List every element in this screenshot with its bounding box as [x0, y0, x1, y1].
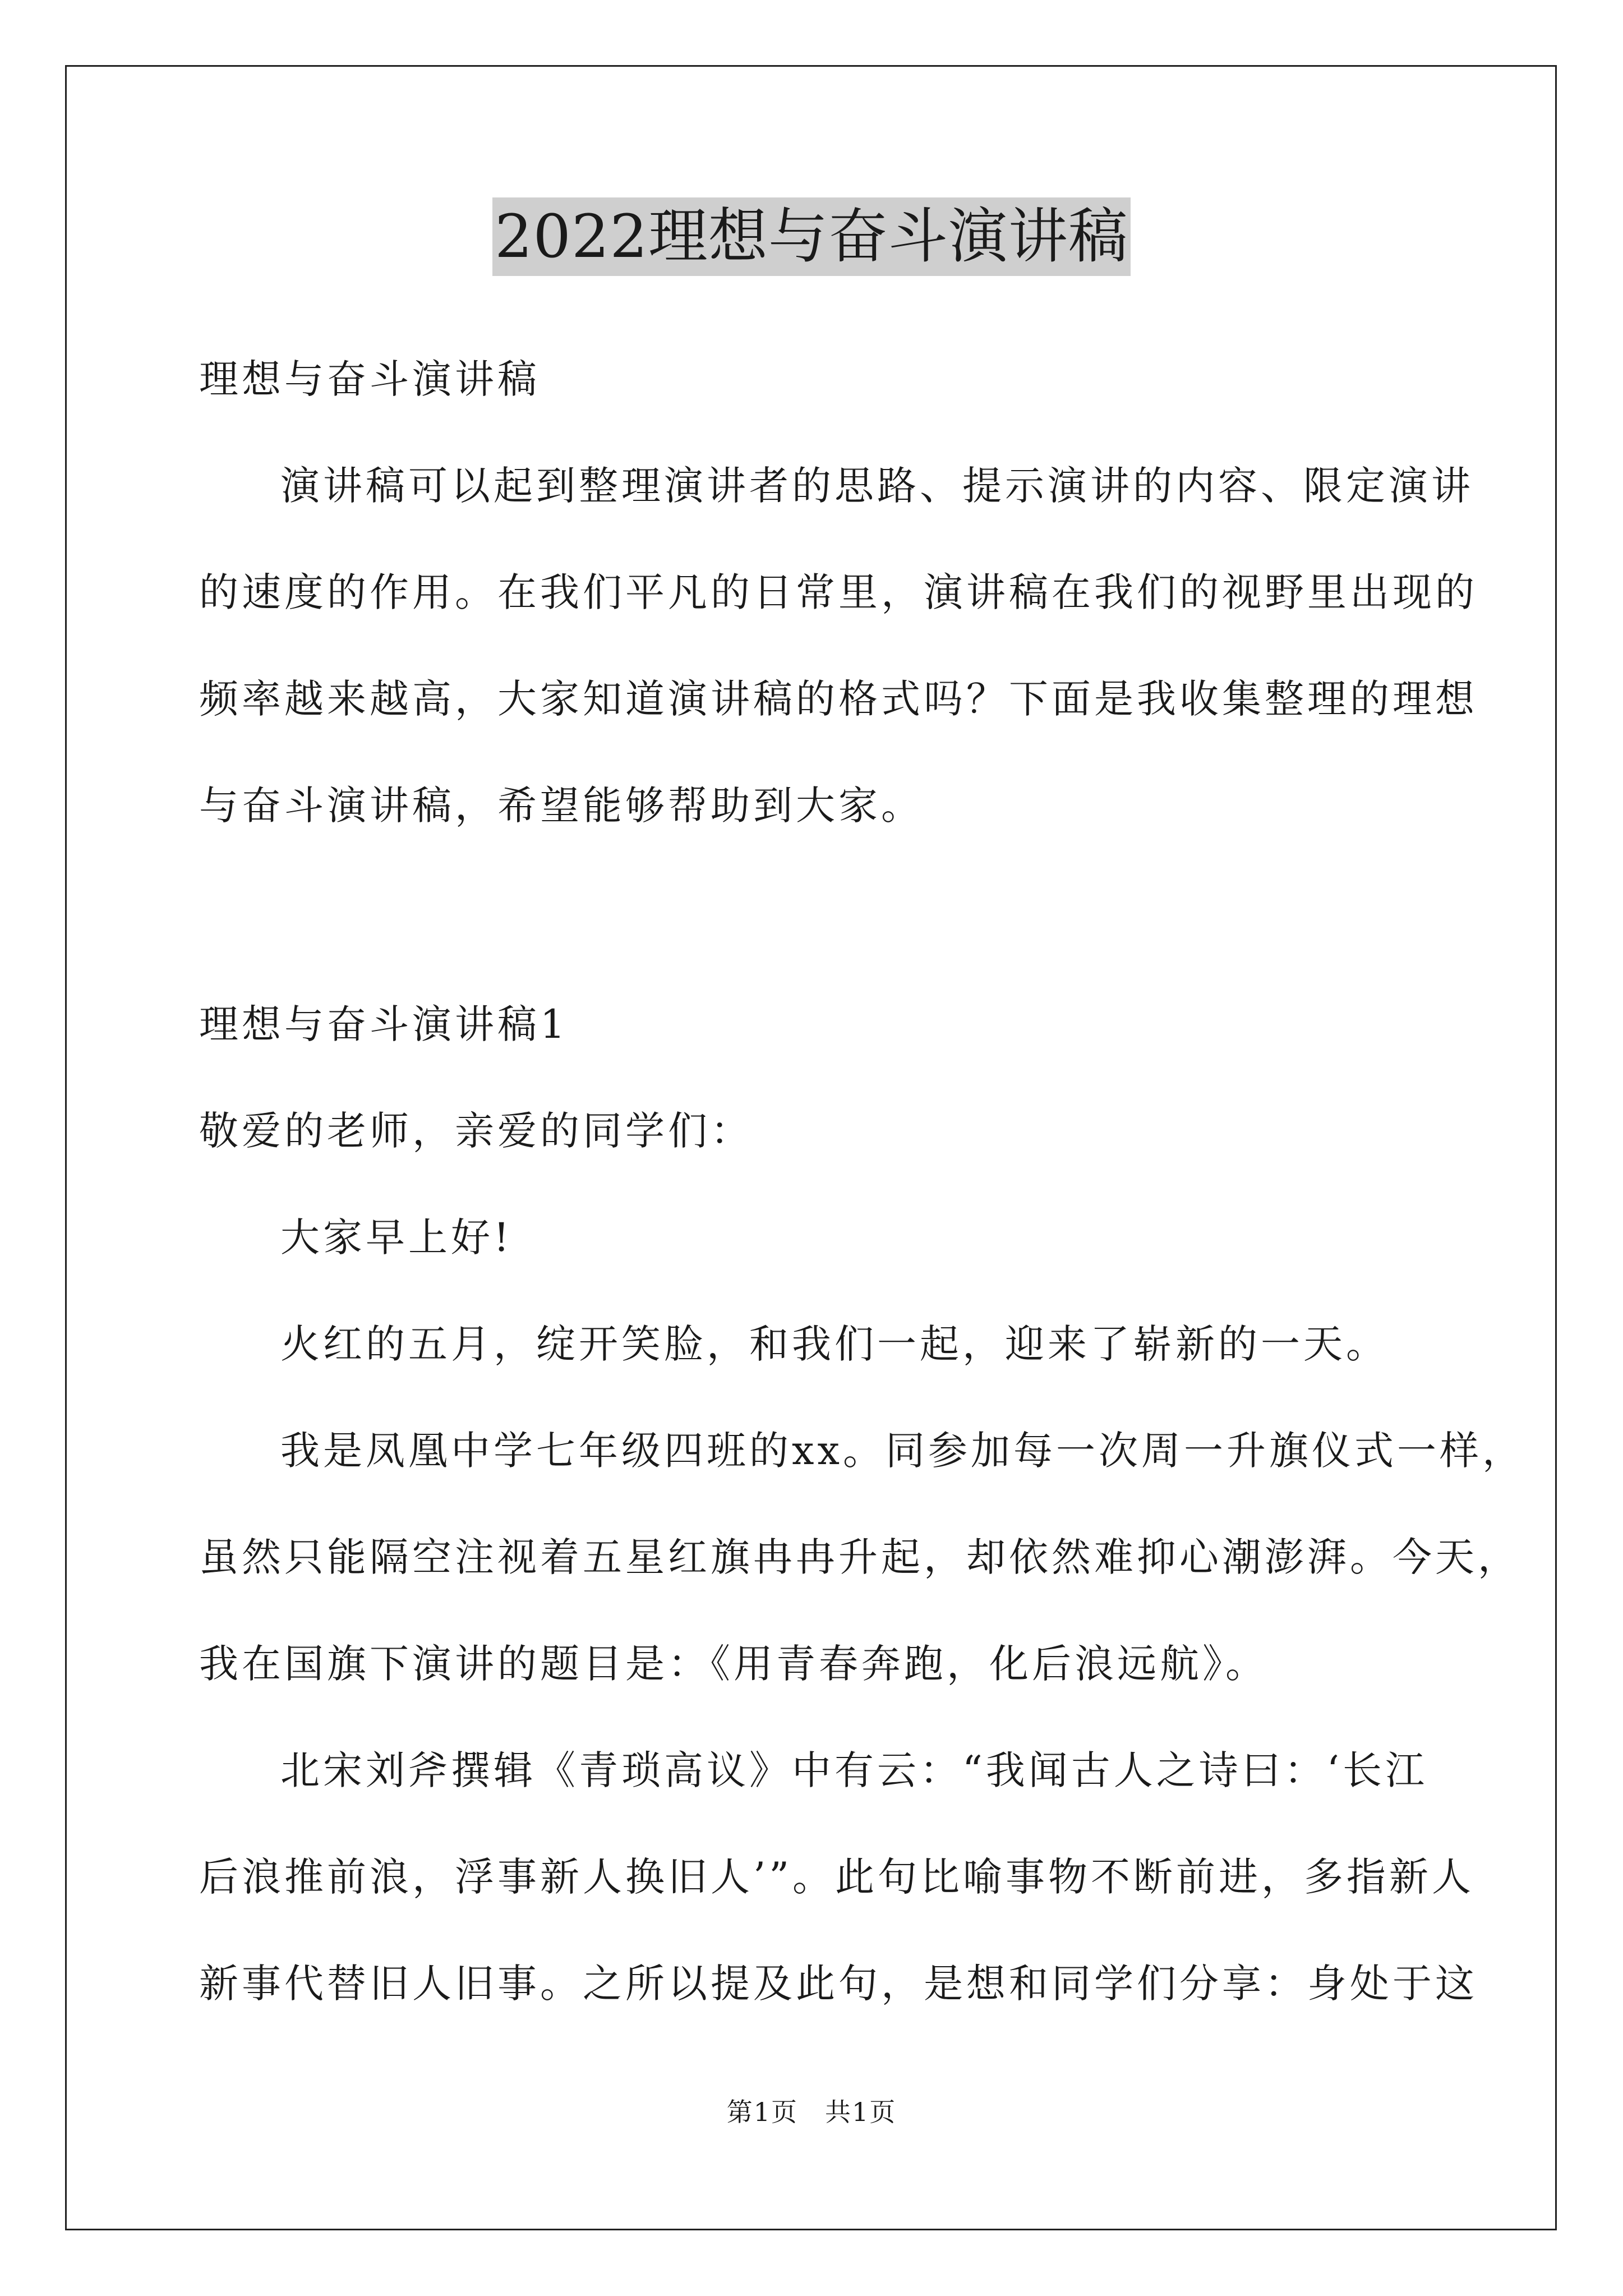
paragraph-line: 北宋刘斧撰辑《青琐高议》中有云：“我闻古人之诗曰：‘长江 [280, 1747, 1428, 1793]
paragraph-line: 虽然只能隔空注视着五星红旗冉冉升起，却依然难抑心潮澎湃。今天， [199, 1534, 1520, 1580]
paragraph-line: 频率越来越高，大家知道演讲稿的格式吗？下面是我收集整理的理想 [199, 676, 1478, 722]
speech-heading: 理想与奋斗演讲稿1 [199, 1001, 569, 1047]
title-container [0, 197, 1623, 276]
paragraph-line: 演讲稿可以起到整理演讲者的思路、提示演讲的内容、限定演讲 [280, 463, 1474, 509]
paragraph-line: 我在国旗下演讲的题目是：《用青春奔跑，化后浪远航》。 [199, 1641, 1268, 1687]
paragraph-line: 与奋斗演讲稿，希望能够帮助到大家。 [199, 783, 924, 829]
paragraph-line: 火红的五月，绽开笑脸，和我们一起，迎来了崭新的一天。 [280, 1321, 1389, 1367]
paragraph-line: 的速度的作用。在我们平凡的日常里，演讲稿在我们的视野里出现的 [199, 569, 1478, 615]
page-footer: 第1页 共1页 [726, 2097, 897, 2127]
greeting: 大家早上好! [280, 1214, 513, 1260]
section-heading: 理想与奋斗演讲稿 [199, 356, 540, 402]
document-title: 2022理想与奋斗演讲稿 [492, 197, 1131, 276]
paragraph-line: 新事代替旧人旧事。之所以提及此句，是想和同学们分享：身处于这 [199, 1961, 1478, 2007]
paragraph-line: 后浪推前浪，浮事新人换旧人’”。此句比喻事物不断前进，多指新人 [199, 1854, 1475, 1900]
paragraph-line: 我是凤凰中学七年级四班的xx。同参加每一次周一升旗仪式一样， [280, 1428, 1525, 1474]
salutation: 敬爱的老师，亲爱的同学们： [199, 1108, 753, 1154]
